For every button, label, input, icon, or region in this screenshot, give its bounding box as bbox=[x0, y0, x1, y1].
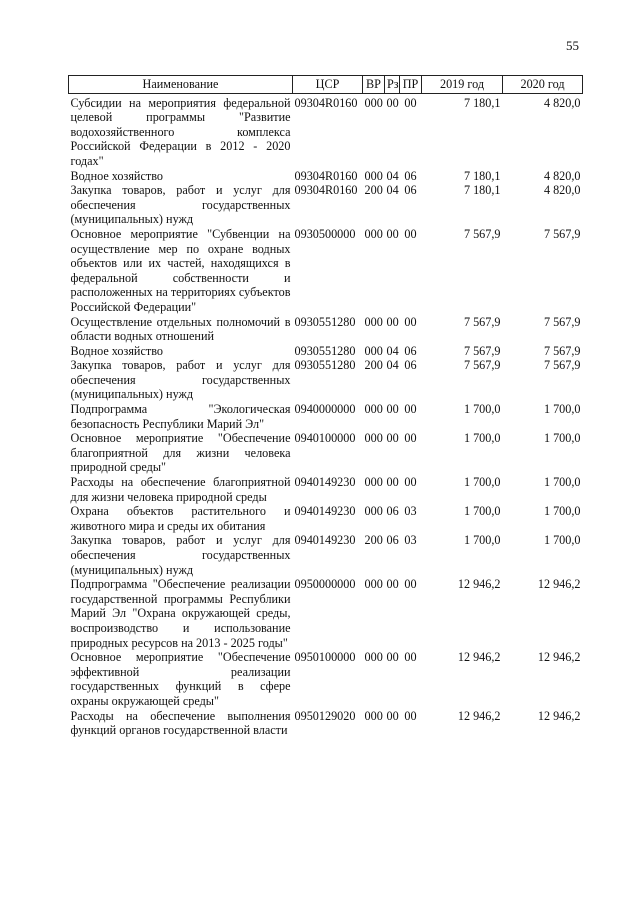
row-vr: 000 bbox=[364, 708, 383, 723]
table-row bbox=[69, 344, 583, 359]
row-value-2020: 4 820,0 bbox=[543, 95, 581, 110]
header-vr: ВР bbox=[363, 76, 385, 94]
table-row bbox=[69, 96, 583, 169]
row-name: Расходы на обеспечение выполнения функций органов государственной власти bbox=[70, 708, 291, 738]
row-vr: 000 bbox=[364, 95, 383, 110]
row-csr: 09304R0160 bbox=[294, 183, 358, 198]
row-value-2019: 7 180,1 bbox=[463, 183, 501, 198]
row-value-2020: 7 567,9 bbox=[543, 226, 581, 241]
row-pr: 06 bbox=[404, 168, 417, 183]
table-row bbox=[69, 475, 583, 504]
row-csr: 0940149230 bbox=[294, 533, 356, 548]
row-pr: 00 bbox=[404, 402, 417, 417]
row-csr: 09304R0160 bbox=[294, 168, 358, 183]
row-rz: 00 bbox=[386, 577, 399, 592]
row-csr: 0930551280 bbox=[294, 358, 356, 373]
row-vr: 000 bbox=[364, 475, 383, 490]
row-value-2020: 7 567,9 bbox=[543, 358, 581, 373]
table-row bbox=[69, 431, 583, 475]
row-name: Подпрограмма "Экологическая безопасность Республики Марий Эл" bbox=[70, 402, 291, 431]
row-vr: 200 bbox=[364, 183, 383, 198]
row-vr: 000 bbox=[364, 504, 383, 519]
table-row bbox=[69, 402, 583, 431]
row-name: Закупка товаров, работ и услуг для обеспечения государственных (муниципальных) нужд bbox=[70, 533, 291, 577]
row-pr: 03 bbox=[404, 504, 417, 519]
row-value-2020: 12 946,2 bbox=[537, 650, 581, 665]
table-row bbox=[69, 358, 583, 402]
table-row bbox=[69, 169, 583, 184]
row-name: Закупка товаров, работ и услуг для обеспечения государственных (муниципальных) нужд bbox=[70, 358, 291, 402]
row-value-2019: 1 700,0 bbox=[463, 475, 501, 490]
row-name: Основное мероприятие "Субвенции на осуществление мер по охране водных объектов или их частей, находящихся в федеральной собственности и расположенных на территориях субъектов Российской Федерации" bbox=[70, 226, 291, 314]
row-value-2019: 7 567,9 bbox=[463, 343, 501, 358]
row-value-2020: 12 946,2 bbox=[537, 577, 581, 592]
table-row bbox=[69, 315, 583, 344]
row-csr: 0930500000 bbox=[294, 226, 356, 241]
budget-table bbox=[68, 75, 583, 738]
row-name: Расходы на обеспечение благоприятной для жизни человека природной среды bbox=[70, 475, 291, 504]
table-row bbox=[69, 650, 583, 708]
row-value-2019: 12 946,2 bbox=[457, 708, 501, 723]
table-row bbox=[69, 227, 583, 315]
header-2020: 2020 год bbox=[503, 76, 583, 94]
row-rz: 04 bbox=[386, 343, 399, 358]
row-value-2019: 1 700,0 bbox=[463, 431, 501, 446]
row-rz: 00 bbox=[386, 431, 399, 446]
row-vr: 000 bbox=[364, 226, 383, 241]
row-name: Водное хозяйство bbox=[70, 343, 163, 358]
row-value-2020: 4 820,0 bbox=[543, 168, 581, 183]
row-rz: 04 bbox=[386, 168, 399, 183]
row-value-2020: 1 700,0 bbox=[543, 475, 581, 490]
row-vr: 000 bbox=[364, 168, 383, 183]
row-rz: 00 bbox=[386, 226, 399, 241]
row-value-2020: 1 700,0 bbox=[543, 431, 581, 446]
row-value-2019: 7 567,9 bbox=[463, 314, 501, 329]
row-value-2019: 7 567,9 bbox=[463, 358, 501, 373]
row-pr: 03 bbox=[404, 533, 417, 548]
row-pr: 00 bbox=[404, 314, 417, 329]
row-pr: 00 bbox=[404, 650, 417, 665]
header-csr: ЦСР bbox=[293, 76, 363, 94]
row-name: Водное хозяйство bbox=[70, 168, 163, 183]
row-rz: 00 bbox=[386, 650, 399, 665]
row-name: Основное мероприятие "Обеспечение благоприятной для жизни человека природной среды" bbox=[70, 431, 291, 475]
row-csr: 0940149230 bbox=[294, 504, 356, 519]
row-pr: 06 bbox=[404, 183, 417, 198]
row-value-2020: 1 700,0 bbox=[543, 533, 581, 548]
page-number: 55 bbox=[566, 38, 579, 53]
row-vr: 000 bbox=[364, 402, 383, 417]
row-name: Подпрограмма "Обеспечение реализации государственной программы Республики Марий Эл "Охрана окружающей среды, воспроизводство и использование природных ресурсов на 2013 - 2025 годы" bbox=[70, 577, 291, 650]
row-csr: 0940149230 bbox=[294, 475, 356, 490]
table-row bbox=[69, 709, 583, 738]
row-value-2020: 1 700,0 bbox=[543, 402, 581, 417]
row-name: Осуществление отдельных полномочий в области водных отношений bbox=[70, 314, 291, 344]
row-csr: 0930551280 bbox=[294, 314, 356, 329]
row-vr: 200 bbox=[364, 358, 383, 373]
row-vr: 000 bbox=[364, 343, 383, 358]
header-name: Наименование bbox=[69, 76, 293, 94]
table-row bbox=[69, 577, 583, 650]
row-csr: 0950129020 bbox=[294, 708, 356, 723]
row-rz: 00 bbox=[386, 402, 399, 417]
row-pr: 00 bbox=[404, 95, 417, 110]
row-value-2020: 7 567,9 bbox=[543, 314, 581, 329]
row-value-2019: 7 567,9 bbox=[463, 226, 501, 241]
row-csr: 0940000000 bbox=[294, 402, 356, 417]
row-value-2020: 12 946,2 bbox=[537, 708, 581, 723]
row-csr: 0930551280 bbox=[294, 343, 356, 358]
row-value-2019: 7 180,1 bbox=[463, 168, 501, 183]
row-pr: 00 bbox=[404, 226, 417, 241]
row-vr: 200 bbox=[364, 533, 383, 548]
row-rz: 00 bbox=[386, 708, 399, 723]
header-2019: 2019 год bbox=[422, 76, 503, 94]
row-name: Субсидии на мероприятия федеральной целевой программы "Развитие водохозяйственного комплекса Российской Федерации в 2012 - 2020 годах" bbox=[70, 95, 291, 168]
row-pr: 00 bbox=[404, 431, 417, 446]
row-csr: 09304R0160 bbox=[294, 95, 358, 110]
row-value-2020: 4 820,0 bbox=[543, 183, 581, 198]
row-vr: 000 bbox=[364, 650, 383, 665]
row-csr: 0950100000 bbox=[294, 650, 356, 665]
table-row bbox=[69, 533, 583, 577]
row-csr: 0950000000 bbox=[294, 577, 356, 592]
row-rz: 00 bbox=[386, 475, 399, 490]
row-rz: 06 bbox=[386, 504, 399, 519]
row-value-2020: 7 567,9 bbox=[543, 343, 581, 358]
row-value-2019: 12 946,2 bbox=[457, 650, 501, 665]
row-rz: 04 bbox=[386, 358, 399, 373]
row-vr: 000 bbox=[364, 431, 383, 446]
row-value-2020: 1 700,0 bbox=[543, 504, 581, 519]
row-pr: 00 bbox=[404, 577, 417, 592]
row-value-2019: 1 700,0 bbox=[463, 504, 501, 519]
row-name: Охрана объектов растительного и животного мира и среды их обитания bbox=[70, 504, 291, 533]
row-value-2019: 7 180,1 bbox=[463, 95, 501, 110]
row-value-2019: 12 946,2 bbox=[457, 577, 501, 592]
row-pr: 00 bbox=[404, 475, 417, 490]
row-vr: 000 bbox=[364, 577, 383, 592]
row-value-2019: 1 700,0 bbox=[463, 402, 501, 417]
row-rz: 00 bbox=[386, 314, 399, 329]
row-value-2019: 1 700,0 bbox=[463, 533, 501, 548]
row-pr: 06 bbox=[404, 343, 417, 358]
row-csr: 0940100000 bbox=[294, 431, 356, 446]
row-pr: 06 bbox=[404, 358, 417, 373]
header-rz: Рз bbox=[385, 76, 400, 94]
table-row bbox=[69, 504, 583, 533]
table-body bbox=[69, 93, 583, 738]
row-vr: 000 bbox=[364, 314, 383, 329]
row-pr: 00 bbox=[404, 708, 417, 723]
header-pr: ПР bbox=[400, 76, 422, 94]
row-rz: 00 bbox=[386, 95, 399, 110]
row-rz: 06 bbox=[386, 533, 399, 548]
row-name: Закупка товаров, работ и услуг для обеспечения государственных (муниципальных) нужд bbox=[70, 183, 291, 227]
row-rz: 04 bbox=[386, 183, 399, 198]
row-name: Основное мероприятие "Обеспечение эффективной реализации государственных функций в сфере охраны окружающей среды" bbox=[70, 650, 291, 708]
table-row bbox=[69, 183, 583, 227]
table-header-row bbox=[69, 76, 583, 94]
